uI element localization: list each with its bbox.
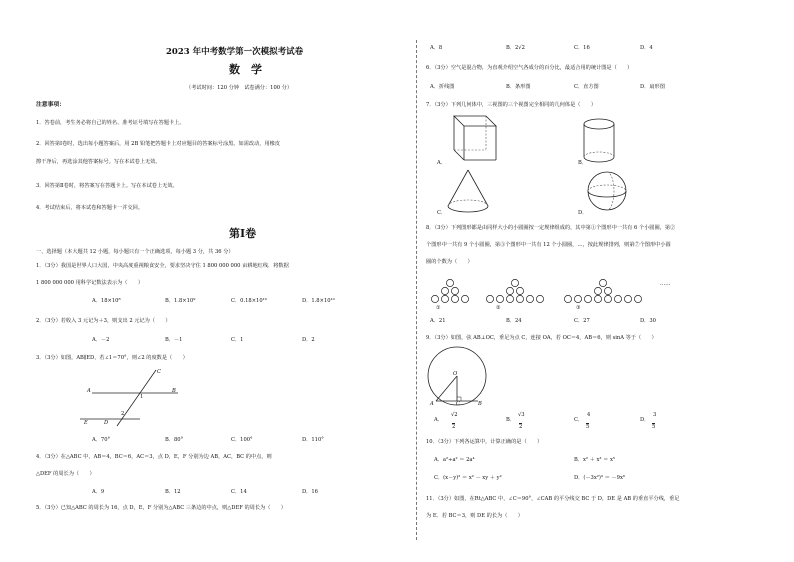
option-b: B．－1 xyxy=(165,337,183,343)
option-c: C．100° xyxy=(231,437,253,443)
question-5: 5．（3分）已知△ABC 的周长为 16，点 D，E，F 分别为△ABC 三条边的中点，则△DEF 的周长为（ ） xyxy=(36,505,286,511)
note-item: 3．回答第Ⅱ卷时，将答案写在答题卡上。写在本试卷上无效。 xyxy=(36,183,178,189)
note-item: 擦干净后，再选涂其他答案标号。写在本试卷上无效。 xyxy=(36,159,161,165)
sphere-figure xyxy=(586,170,628,212)
part-title: 第Ⅰ卷 xyxy=(229,227,257,240)
question-1-line-1: 1．（3分）我国是世界人口大国，中央高度重视粮食安全，要求坚决守住 1 800 000 000 亩耕地红线．将数据 xyxy=(36,263,289,269)
option-d: D．扇形图 xyxy=(640,84,665,90)
pattern-ellipsis: …… xyxy=(660,281,671,287)
point-label-a: A xyxy=(430,401,434,407)
option-a: A． xyxy=(437,160,446,166)
question-11-line-2: 为 E．若 BC＝3，则 DE 的长为（ ） xyxy=(426,513,523,519)
option-a: A．21 xyxy=(430,318,446,324)
question-3: 3．（3分）如图，AB∥ED，若∠1＝70°，则∠2 的度数是（ ） xyxy=(36,355,188,361)
option-a-numerator: √2 xyxy=(451,412,458,418)
option-a: A．－2 xyxy=(92,337,110,343)
figure-label-3: ③ xyxy=(576,305,581,311)
column-divider xyxy=(416,40,417,540)
question-2: 2．（3分）若收入 3 元记为＋3，则支出 2 元记为（ ） xyxy=(36,318,171,324)
option-a-denominator: 2 xyxy=(452,424,456,430)
question-10: 10．（3分）下列各运算中，计算正确的是（ ） xyxy=(426,439,543,445)
option-c: C．直方图 xyxy=(574,84,599,90)
option-b-numerator: √3 xyxy=(518,412,525,418)
option-b: B．24 xyxy=(506,318,522,324)
option-c: C． xyxy=(574,417,584,423)
option-a: A．折线图 xyxy=(430,84,455,90)
option-c-numerator: 4 xyxy=(587,412,591,418)
option-b: B．条形图 xyxy=(506,84,531,90)
option-c: C． xyxy=(437,210,447,216)
option-c: C．1 xyxy=(231,337,244,343)
exam-title: 2023 年中考数学第一次模拟考试卷 xyxy=(166,47,304,57)
point-label-o: O xyxy=(453,371,458,377)
exam-info: （考试时间：120 分钟 试卷满分：100 分） xyxy=(186,85,293,91)
question-8-line-2: 个图形中一共有 9 个小圆圈，第③个图形中一共有 12 个小圆圈，…，按此规律排列，则第⑦个图形中小圆 xyxy=(426,242,671,248)
subject-title: 数 学 xyxy=(229,63,262,76)
option-a: A．18×10⁸ xyxy=(92,298,121,304)
note-item: 1．答卷前，考生务必将自己的姓名、准考证号填写在答题卡上。 xyxy=(36,120,185,126)
option-d: D． xyxy=(640,417,650,423)
figure-label-2: ② xyxy=(496,305,501,311)
notes-heading: 注意事项： xyxy=(36,102,65,108)
option-b-denominator: 2 xyxy=(519,424,523,430)
option-c: C．0.18×10¹⁰ xyxy=(231,298,267,304)
option-b: B． xyxy=(578,160,587,166)
option-a: A．a²÷a² ＝ 2a⁴ xyxy=(434,457,475,463)
point-label-a: A xyxy=(87,388,91,394)
question-1-line-2: 1 800 000 000 用科学记数法表示为（ ） xyxy=(36,280,144,286)
option-d-denominator: 5 xyxy=(652,424,656,430)
option-b: B．2√2 xyxy=(506,45,525,51)
option-a: A．9 xyxy=(92,489,105,495)
question-11-line-1: 11．（3分）如图，在Rt△ABC 中，∠C＝90°，∠CAB 的平分线交 BC 于 D，DE 是 AB 的垂直平分线，垂足 xyxy=(426,496,680,502)
parallel-lines-figure xyxy=(80,366,180,428)
angle-label-2: 2 xyxy=(121,411,125,417)
point-label-b: B xyxy=(172,388,176,394)
option-b: B．12 xyxy=(165,489,181,495)
note-item: 4．考试结束后，将本试卷和答题卡一并交回。 xyxy=(36,205,144,211)
point-label-d: D xyxy=(104,420,109,426)
option-b: B．1.8×10⁹ xyxy=(165,298,196,304)
option-d: D．30 xyxy=(640,318,656,324)
question-4-line-1: 4．（3分）在△ABC 中，AB＝4，BC＝6，AC＝3，点 D，E，F 分别为边 AB，AC，BC 的中点，则 xyxy=(36,454,272,460)
question-8-line-3: 圈的个数为（ ） xyxy=(426,259,473,265)
option-c: C．(x－y)² ＝ x² － xy ＋ y² xyxy=(434,475,502,481)
option-d: D．110° xyxy=(302,437,324,443)
option-a: A．70° xyxy=(92,437,111,443)
option-b: B．80° xyxy=(165,437,184,443)
angle-label-1: 1 xyxy=(140,394,144,400)
option-a: A． xyxy=(434,417,443,423)
section-heading: 一、选择题（本大题共 12 小题，每小题只有一个正确选项，每小题 3 分，共 36 分） xyxy=(36,249,234,255)
option-d: D． xyxy=(578,210,588,216)
circle-pattern-figure-1 xyxy=(428,278,478,304)
option-a: A．8 xyxy=(430,45,443,51)
option-b: B． xyxy=(506,417,515,423)
circle-pattern-figure-2 xyxy=(484,278,554,304)
point-label-c: C xyxy=(456,401,460,407)
question-4-line-2: △DEF 的周长为（ ） xyxy=(36,471,95,477)
option-d-numerator: 3 xyxy=(653,412,657,418)
option-c: C．14 xyxy=(231,489,247,495)
question-8-line-1: 8．（3分）下列图形都是由同样大小的小圆圈按一定规律组成的，其中第①个图形中一共有 6 个小圆圈，第② xyxy=(426,225,676,231)
question-9: 9．（3分）如图，弦 AB⊥OC，垂足为点 C，连接 OA，若 OC＝4，AB＝6，则 sinA 等于（ ） xyxy=(426,335,657,341)
cylinder-figure xyxy=(582,118,616,164)
triangular-prism-figure xyxy=(448,112,498,164)
option-d: D．16 xyxy=(302,489,318,495)
option-d: D．4 xyxy=(640,45,653,51)
option-c-denominator: 5 xyxy=(586,424,590,430)
option-b: B．x² ＋ x³ ＝ x⁵ xyxy=(574,457,615,463)
point-label-e: E xyxy=(84,420,88,426)
point-label-b: B xyxy=(478,401,482,407)
figure-label-1: ① xyxy=(436,305,441,311)
option-c: C．27 xyxy=(574,318,590,324)
cone-figure xyxy=(446,168,490,214)
option-d: D．(－3x²)³ ＝ －9x⁶ xyxy=(574,475,625,481)
point-label-c: C xyxy=(157,369,161,375)
option-d: D．2 xyxy=(302,337,315,343)
question-6: 6．（3分）空气是混合物，为直观介绍空气各成分的百分比，最适合用的统计图是（ ） xyxy=(426,65,633,71)
option-d: D．1.8×10¹⁰ xyxy=(302,298,335,304)
option-c: C．16 xyxy=(574,45,590,51)
note-item: 2．回答第Ⅰ卷时，选出每小题答案后，用 2B 铅笔把答题卡上对应题目的答案标号涂黑。如需改动，用橡皮 xyxy=(36,141,281,147)
question-7: 7．（3分）下列几何体中，三视图的三个视图完全相同的几何体是（ ） xyxy=(426,102,597,108)
circle-pattern-figure-3 xyxy=(566,278,646,304)
